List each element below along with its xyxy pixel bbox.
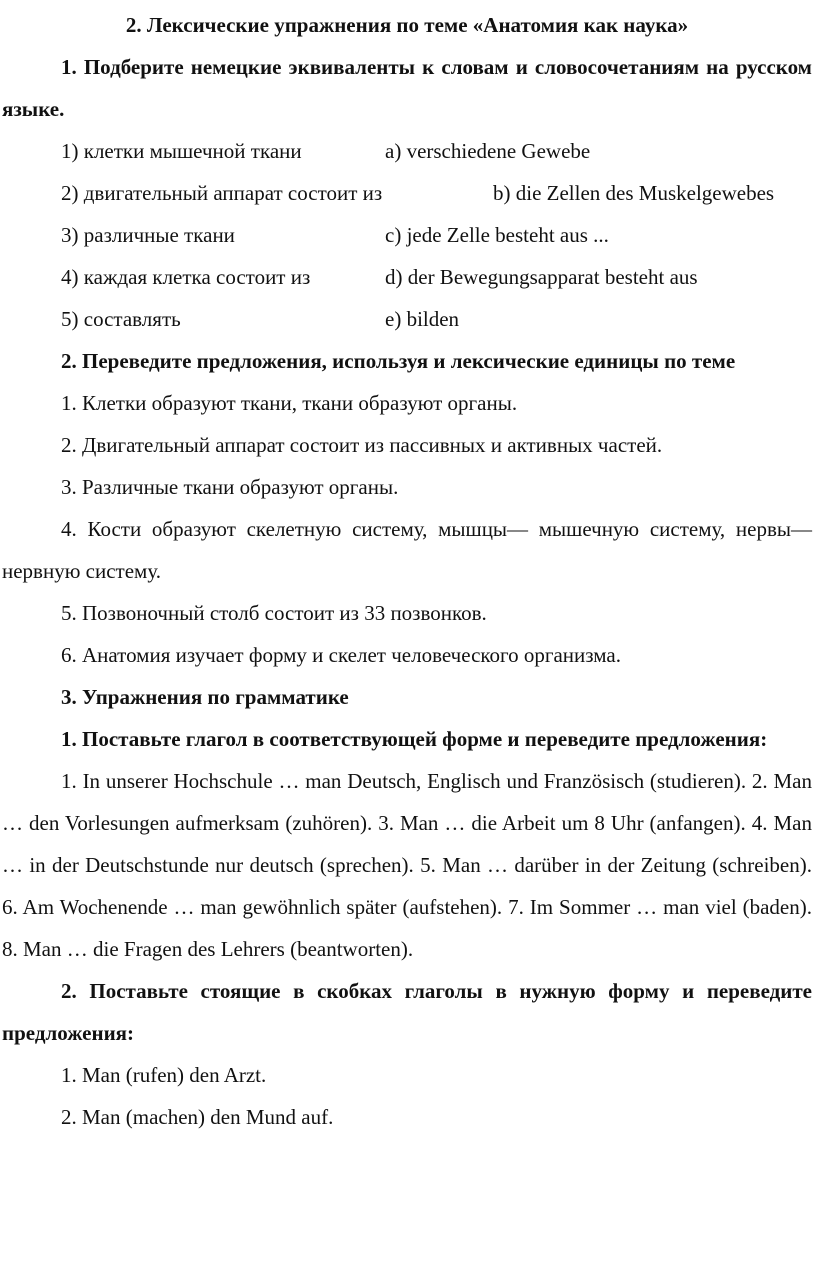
pair-row-4 bbox=[2, 256, 812, 298]
pair-de: b) die Zellen des Muskelgewebes bbox=[493, 181, 775, 205]
task2-heading: 2. Переведите предложения, используя и лексические единицы по теме bbox=[61, 349, 736, 373]
grammar-task2-heading: 2. Поставьте стоящие в скобках глаголы в нужную форму и переведите предложения: bbox=[2, 979, 812, 1045]
sentence: 5. Позвоночный столб состоит из 33 позвонков. bbox=[61, 601, 487, 625]
pair-de: c) jede Zelle besteht aus ... bbox=[385, 223, 609, 247]
pair-row-2 bbox=[2, 172, 812, 214]
pair-row-5 bbox=[2, 298, 812, 340]
pair-de: d) der Bewegungsapparat besteht aus bbox=[385, 265, 698, 289]
pair-ru: 5) составлять bbox=[61, 307, 181, 331]
sentence: 3. Различные ткани образуют органы. bbox=[61, 475, 399, 499]
sentence: 2. Двигательный аппарат состоит из пассивных и активных частей. bbox=[61, 433, 663, 457]
grammar-task2-item: 1. Man (rufen) den Arzt. bbox=[61, 1063, 267, 1087]
pair-row-3 bbox=[2, 214, 812, 256]
grammar-title: 3. Упражнения по грамматике bbox=[61, 685, 349, 709]
pair-row-1 bbox=[2, 130, 812, 172]
task1-heading: 1. Подберите немецкие эквиваленты к словам и словосочетаниям на русском языке. bbox=[2, 55, 812, 121]
sentence: 1. Клетки образуют ткани, ткани образуют органы. bbox=[61, 391, 518, 415]
grammar-task2-item: 2. Man (machen) den Mund auf. bbox=[61, 1105, 334, 1129]
section-title: 2. Лексические упражнения по теме «Анатомия как наука» bbox=[125, 13, 689, 37]
pair-de: e) bilden bbox=[385, 307, 460, 331]
pair-ru: 2) двигательный аппарат состоит из bbox=[61, 181, 383, 205]
pair-de: a) verschiedene Gewebe bbox=[385, 139, 591, 163]
pair-ru: 3) различные ткани bbox=[61, 223, 235, 247]
sentence: 4. Кости образуют скелетную систему, мышцы— мышечную систему, нервы— нервную систему. bbox=[2, 517, 812, 583]
grammar-task1-heading: 1. Поставьте глагол в соответствующей форме и переведите предложения: bbox=[61, 727, 768, 751]
pair-ru: 4) каждая клетка состоит из bbox=[61, 265, 311, 289]
sentence: 6. Анатомия изучает форму и скелет человеческого организма. bbox=[61, 643, 621, 667]
grammar-task1-text: 1. In unserer Hochschule … man Deutsch, Englisch und Französisch (studieren). 2. Man … den Vorlesungen aufmerksam (zuhören). 3. Man … die Arbeit um 8 Uhr (anfangen). 4. Man … in der Deutschstunde nur deutsch (sprechen). 5. Man … darüber in der Zeitung (schreiben). 6. Am Wochenende … man gewöhnlich später (aufstehen). 7. Im Sommer … man viel (baden). 8. Man … die Fragen des Lehrers (beantworten). bbox=[2, 769, 812, 961]
pair-ru: 1) клетки мышечной ткани bbox=[61, 139, 302, 163]
